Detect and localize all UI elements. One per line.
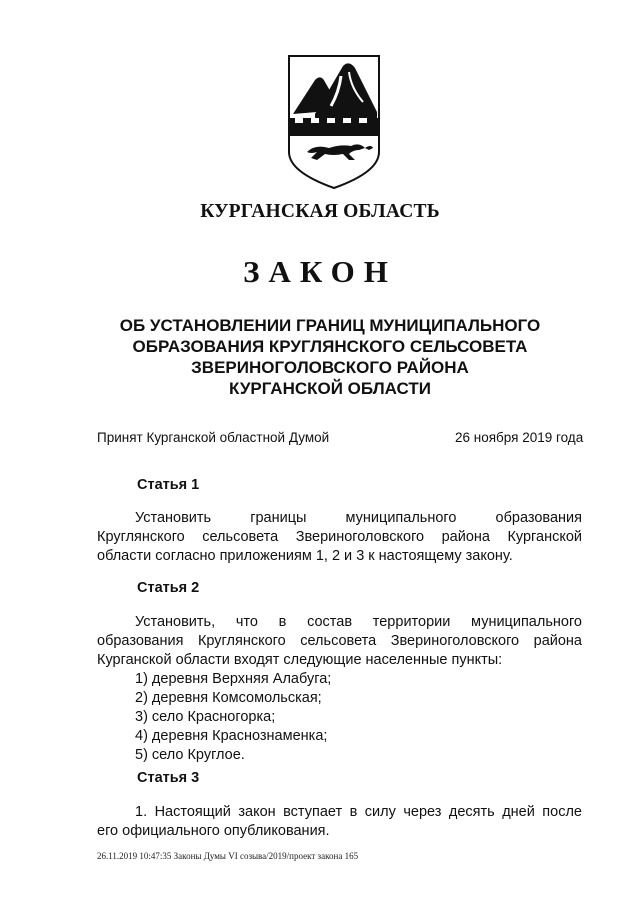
article-3-heading: Статья 3	[137, 770, 200, 786]
article-3-text	[97, 803, 582, 841]
article-1-line: области согласно приложениям 1, 2 и 3 к настоящему закону.	[97, 548, 513, 564]
article-2-line: Установить, что в состав территории муниципального	[135, 614, 582, 630]
title-line: ЗВЕРИНОГОЛОВСКОГО РАЙОНА	[191, 358, 469, 377]
coat-of-arms-icon	[285, 52, 383, 190]
law-title	[60, 315, 600, 399]
region-name: КУРГАНСКАЯ ОБЛАСТЬ	[200, 201, 440, 222]
article-1-text	[97, 509, 582, 566]
article-2-line: образования Круглянского сельсовета Звериноголовского района	[97, 633, 582, 649]
list-item: 5) село Круглое.	[135, 747, 245, 763]
document-type: ЗАКОН	[243, 254, 397, 289]
article-2-heading: Статья 2	[137, 580, 200, 596]
list-item: 2) деревня Комсомольская;	[135, 690, 322, 706]
title-line: КУРГАНСКОЙ ОБЛАСТИ	[229, 379, 431, 398]
list-item: 4) деревня Краснознаменка;	[135, 728, 328, 744]
article-1-heading: Статья 1	[137, 477, 200, 493]
article-3-line: его официального опубликования.	[97, 823, 330, 839]
list-item: 1) деревня Верхняя Алабуга;	[135, 671, 332, 687]
article-3-line: 1. Настоящий закон вступает в силу через десять дней после	[135, 804, 582, 820]
article-1-line: Круглянского сельсовета Звериноголовского района Курганской	[97, 529, 582, 545]
article-2-text	[97, 613, 582, 670]
article-2-line: Курганской области входят следующие населенные пункты:	[97, 652, 503, 668]
adopted-by: Принят Курганской областной Думой	[97, 430, 330, 445]
document-footer: 26.11.2019 10:47:35 Законы Думы VI созыва/2019/проект закона 165	[97, 851, 359, 861]
list-item: 3) село Красногорка;	[135, 709, 276, 725]
article-1-line: Установить границы муниципального образования	[135, 510, 582, 526]
settlements-list	[135, 670, 331, 765]
title-line: ОБ УСТАНОВЛЕНИИ ГРАНИЦ МУНИЦИПАЛЬНОГО	[119, 316, 541, 335]
adoption-date: 26 ноября 2019 года	[455, 430, 584, 445]
title-line: ОБРАЗОВАНИЯ КРУГЛЯНСКОГО СЕЛЬСОВЕТА	[132, 337, 528, 356]
